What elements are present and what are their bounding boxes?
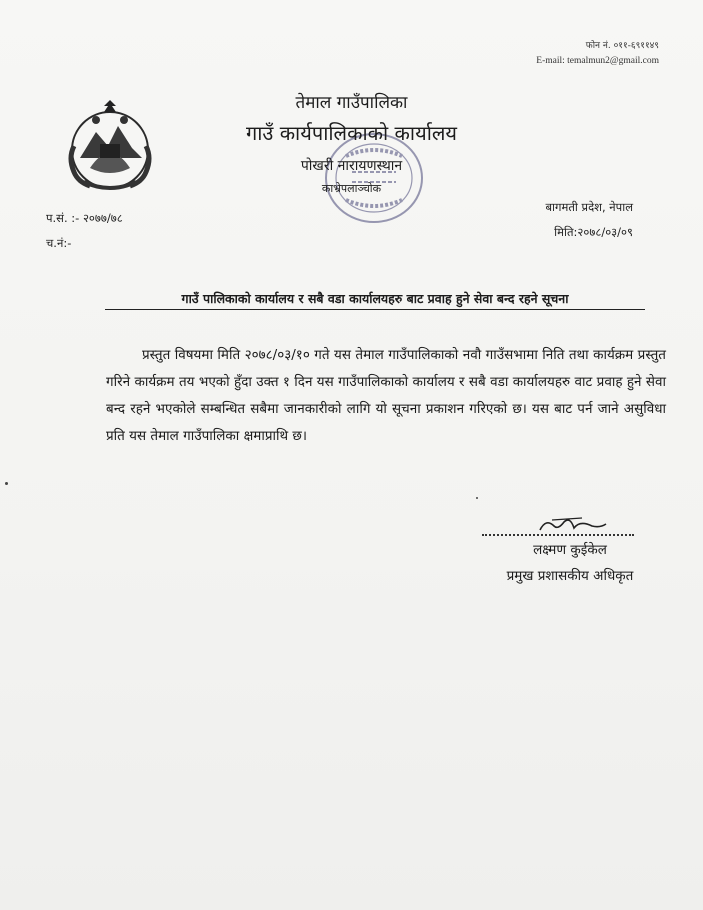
office-address: पोखरी नारायणस्थान bbox=[300, 158, 403, 174]
scan-speck bbox=[5, 482, 8, 485]
notice-body-text: प्रस्तुत विषयमा मिति २०७८/०३/१० गते यस तेमाल गाउँपालिकाको नवौ गाउँसभामा निति तथा कार्यक्रम प्रस्तुत गरिने कार्यक्रम तय भएको हुँदा उक्त १ दिन यस गाउँपालिकाको कार्यालय र सबै वडा कार्यालयहरु वाट प्रवाह हुने सेवा बन्द रहने भएकोले सम्बन्धित सबैमा जानकारीको लागि यो सूचना प्रकाशन गरिएको छ। यस बाट पर्न जाने असुविधा प्रति यस तेमाल गाउँपालिका क्षमाप्राथि छ। bbox=[106, 347, 666, 444]
notice-body bbox=[106, 342, 666, 450]
phone-number: फोन नं. ०११-६९११४९ bbox=[585, 41, 659, 51]
signatory-title: प्रमुख प्रशासकीय अधिकृत bbox=[506, 568, 634, 584]
reference-number: प.सं. :- २०७७/७८ bbox=[46, 211, 123, 225]
scan-speck bbox=[476, 497, 478, 499]
dispatch-number: च.नं:- bbox=[46, 236, 72, 250]
signature-line bbox=[482, 512, 634, 536]
district-name: काभ्रेपलाञ्चोक bbox=[321, 182, 382, 195]
signature-dotted-line bbox=[482, 534, 634, 536]
office-name: गाउँ कार्यपालिकाको कार्यालय bbox=[245, 121, 458, 145]
handwritten-signature-icon bbox=[482, 512, 634, 536]
notice-subject: गाउँ पालिकाको कार्यालय र सबै वडा कार्यालयहरु बाट प्रवाह हुने सेवा बन्द रहने सूचना bbox=[105, 290, 645, 310]
province-name: बागमती प्रदेश, नेपाल bbox=[545, 200, 633, 214]
signatory-name: लक्ष्मण कुईकेल bbox=[533, 542, 607, 558]
letter-date: मिति:२०७८/०३/०९ bbox=[554, 225, 633, 239]
municipality-name: तेमाल गाउँपालिका bbox=[295, 93, 408, 113]
email-address: E-mail: temalmun2@gmail.com bbox=[536, 56, 659, 66]
